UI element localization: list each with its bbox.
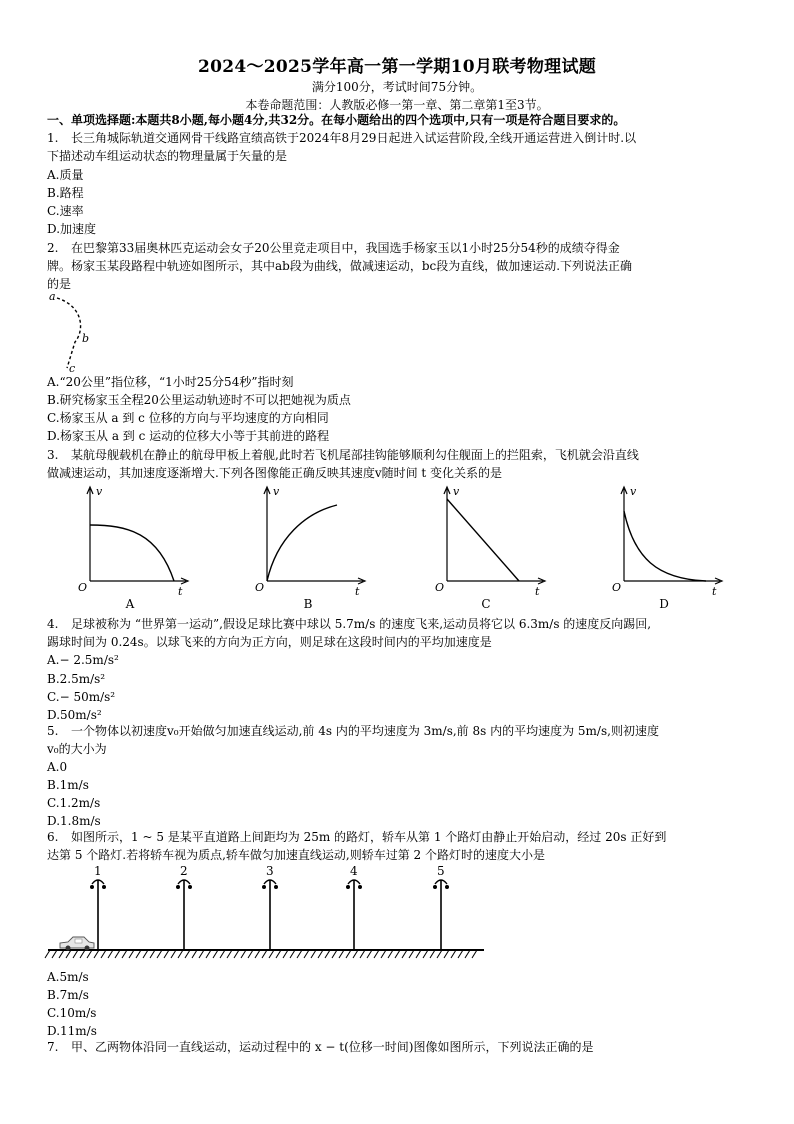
q3-graph-b: [255, 483, 365, 598]
hatch-line: [325, 950, 330, 958]
q1-text-1: 长三角城际轨道交通网骨干线路宣绩高铁于2024年8月29日起进入试运营阶段,全线开通运营进入倒计时.以: [71, 131, 637, 145]
q6-number: 6.: [47, 830, 59, 844]
car-icon: [60, 937, 94, 951]
hatch-line: [164, 950, 169, 958]
hatch-line: [45, 950, 50, 958]
q3-graph-d-v: v: [630, 485, 637, 498]
hatch-line: [59, 950, 64, 958]
q3-stem-1: [47, 447, 639, 463]
hatch-line: [409, 950, 414, 958]
q1-stem-1: [47, 130, 636, 146]
q3-stem-2: 做减速运动，其加速度逐渐增大.下列各图像能正确反映其速度v随时间 t 变化关系的是: [47, 466, 503, 480]
hatch-line: [388, 950, 393, 958]
q2-option-c: C.杨家玉从 a 到 c 位移的方向与平均速度的方向相同: [47, 411, 329, 425]
q5-number: 5.: [47, 724, 59, 738]
q2-stem-1: [47, 240, 620, 256]
hatch-line: [234, 950, 239, 958]
q2-point-c: c: [69, 362, 76, 375]
hatch-line: [311, 950, 316, 958]
hatch-line: [101, 950, 106, 958]
hatch-line: [339, 950, 344, 958]
lamp-4: [346, 864, 362, 950]
q2-point-a: a: [49, 290, 56, 303]
q3-graph-c: [435, 483, 545, 598]
hatch-line: [136, 950, 141, 958]
hatch-line: [423, 950, 428, 958]
hatch-line: [402, 950, 407, 958]
hatch-line: [360, 950, 365, 958]
hatch-line: [213, 950, 218, 958]
lamp-3: [262, 864, 278, 950]
q3-graph-b-t: t: [355, 585, 360, 598]
hatch-line: [129, 950, 134, 958]
section-heading: 一、单项选择题:本题共8小题,每小题4分,共32分。在每小题给出的四个选项中,只有一项是符合题目要求的。: [47, 113, 626, 127]
hatch-line: [115, 950, 120, 958]
lamp-1: [90, 864, 106, 950]
q4-number: 4.: [47, 617, 59, 631]
hatch-line: [444, 950, 449, 958]
lamp-5-label: 5: [437, 864, 445, 878]
q5-option-d: D.1.8m/s: [47, 814, 101, 828]
q3-number: 3.: [47, 448, 59, 462]
q4-stem-2: 踢球时间为 0.24s。以球飞来的方向为正方向，则足球在这段时间内的平均加速度是: [47, 635, 492, 649]
q1-option-a: A.质量: [47, 168, 84, 182]
q1-stem-2: 下描述动车组运动状态的物理量属于矢量的是: [47, 149, 288, 163]
q3-graph-d: [612, 483, 722, 598]
q3-graph-c-o: O: [435, 581, 445, 594]
q3-graph-b-v: v: [273, 485, 280, 498]
q5-option-c: C.1.2m/s: [47, 796, 101, 810]
hatch-line: [220, 950, 225, 958]
hatch-line: [199, 950, 204, 958]
q2-option-b: B.研究杨家玉全程20公里运动轨迹时不可以把她视为质点: [47, 393, 351, 407]
q6-option-d: D.11m/s: [47, 1024, 97, 1038]
hatch-line: [108, 950, 113, 958]
q6-option-c: C.10m/s: [47, 1006, 97, 1020]
q4-option-c: C.− 50m/s²: [47, 690, 116, 704]
q3-graph-b-o: O: [255, 581, 265, 594]
lamp-4-label: 4: [350, 864, 358, 878]
hatch-line: [73, 950, 78, 958]
q5-stem-1: [47, 723, 659, 739]
hatch-line: [430, 950, 435, 958]
hatch-line: [143, 950, 148, 958]
hatch-line: [367, 950, 372, 958]
q1-option-c: C.速率: [47, 204, 84, 218]
exam-title: 2024～2025学年高一第一学期10月联考物理试题: [197, 57, 597, 77]
exam-info-score: 满分100分，考试时间75分钟。: [311, 80, 483, 94]
q6-option-b: B.7m/s: [47, 988, 89, 1002]
q6-stem-1: [47, 829, 666, 845]
hatch-line: [241, 950, 246, 958]
q2-stem-2: 牌。杨家玉某段路程中轨迹如图所示，其中ab段为曲线，做减速运动，bc段为直线，做加速运动.下列说法正确: [47, 259, 633, 273]
lamp-5: [433, 864, 449, 950]
q3-text-1: 某航母舰载机在静止的航母甲板上着舰,此时若飞机尾部挂钩能够顺利勾住舰面上的拦阻索，飞机就会沿直线: [71, 448, 639, 462]
hatch-line: [171, 950, 176, 958]
q3-graph-d-o: O: [612, 581, 622, 594]
q7-stem-1: [47, 1039, 593, 1055]
hatch-line: [381, 950, 386, 958]
q4-option-b: B.2.5m/s²: [47, 672, 106, 686]
q5-option-a: A.0: [47, 760, 68, 774]
hatch-line: [458, 950, 463, 958]
q2-stem-3: 的是: [47, 277, 72, 291]
q1-number: 1.: [47, 131, 59, 145]
hatch-line: [66, 950, 71, 958]
q3-graph-a-v: v: [96, 485, 103, 498]
q4-stem-1: [47, 616, 651, 632]
exam-info-scope: 本卷命题范围：人教版必修一第一章、第二章第1至3节。: [245, 98, 549, 112]
q3-graph-d-label: D: [659, 597, 669, 611]
road-hatching: [45, 950, 477, 958]
hatch-line: [304, 950, 309, 958]
hatch-line: [52, 950, 57, 958]
hatch-line: [437, 950, 442, 958]
hatch-line: [451, 950, 456, 958]
q6-text-1: 如图所示，1 ~ 5 是某平直道路上间距均为 25m 的路灯，轿车从第 1 个路灯由静止开始启动，经过 20s 正好到: [71, 830, 667, 844]
q2-text-1: 在巴黎第33届奥林匹克运动会女子20公里竞走项目中，我国选手杨家玉以1小时25分54秒的成绩夺得金: [71, 241, 620, 255]
q3-graph-c-t: t: [535, 585, 540, 598]
q7-number: 7.: [47, 1040, 59, 1054]
hatch-line: [150, 950, 155, 958]
hatch-line: [248, 950, 253, 958]
hatch-line: [192, 950, 197, 958]
q3-graph-a-label: A: [125, 597, 135, 611]
hatch-line: [465, 950, 470, 958]
q3-graph-a: [78, 483, 188, 598]
q2-number: 2.: [47, 241, 59, 255]
q4-option-d: D.50m/s²: [47, 708, 102, 722]
q6-stem-2: 达第 5 个路灯.若将轿车视为质点,轿车做匀加速直线运动,则轿车过第 2 个路灯时的速度大小是: [47, 848, 545, 862]
hatch-line: [416, 950, 421, 958]
hatch-line: [206, 950, 211, 958]
hatch-line: [94, 950, 99, 958]
hatch-line: [80, 950, 85, 958]
hatch-line: [297, 950, 302, 958]
lamp-2-label: 2: [180, 864, 188, 878]
q1-option-d: D.加速度: [47, 222, 97, 236]
hatch-line: [290, 950, 295, 958]
hatch-line: [255, 950, 260, 958]
q7-text-1: 甲、乙两物体沿同一直线运动，运动过程中的 x − t(位移一时间)图像如图所示，下列说法正确的是: [71, 1040, 594, 1054]
hatch-line: [472, 950, 477, 958]
hatch-line: [318, 950, 323, 958]
q6-option-a: A.5m/s: [47, 970, 89, 984]
hatch-line: [122, 950, 127, 958]
hatch-line: [346, 950, 351, 958]
lamp-3-label: 3: [266, 864, 274, 878]
q3-graph-c-label: C: [481, 597, 491, 611]
hatch-line: [283, 950, 288, 958]
q3-graph-a-t: t: [178, 585, 183, 598]
q2-point-b: b: [82, 332, 90, 345]
q6-road-figure: [48, 862, 488, 962]
q5-text-1: 一个物体以初速度v₀开始做匀加速直线运动,前 4s 内的平均速度为 3m/s,前 8s 内的平均速度为 5m/s,则初速度: [71, 724, 659, 738]
hatch-line: [353, 950, 358, 958]
q2-option-d: D.杨家玉从 a 到 c 运动的位移大小等于其前进的路程: [47, 429, 330, 443]
hatch-line: [227, 950, 232, 958]
hatch-line: [276, 950, 281, 958]
hatch-line: [269, 950, 274, 958]
q5-stem-2: v₀的大小为: [47, 742, 107, 756]
hatch-line: [374, 950, 379, 958]
q3-graph-a-o: O: [78, 581, 88, 594]
hatch-line: [157, 950, 162, 958]
lamp-1-label: 1: [94, 864, 102, 878]
hatch-line: [178, 950, 183, 958]
q4-text-1: 足球被称为 “世界第一运动”,假设足球比赛中球以 5.7m/s 的速度飞来,运动员将它以 6.3m/s 的速度反向踢回,: [71, 617, 652, 631]
q2-trajectory-figure: [45, 290, 105, 375]
lamp-2: [176, 864, 192, 950]
hatch-line: [395, 950, 400, 958]
q5-option-b: B.1m/s: [47, 778, 89, 792]
q3-graph-d-t: t: [712, 585, 717, 598]
hatch-line: [332, 950, 337, 958]
q1-option-b: B.路程: [47, 186, 84, 200]
q2-option-a: A.“20公里”指位移，“1小时25分54秒”指时刻: [47, 375, 294, 389]
q4-option-a: A.− 2.5m/s²: [47, 653, 119, 667]
hatch-line: [262, 950, 267, 958]
q3-graph-c-v: v: [453, 485, 460, 498]
q3-graph-b-label: B: [303, 597, 313, 611]
hatch-line: [87, 950, 92, 958]
hatch-line: [185, 950, 190, 958]
